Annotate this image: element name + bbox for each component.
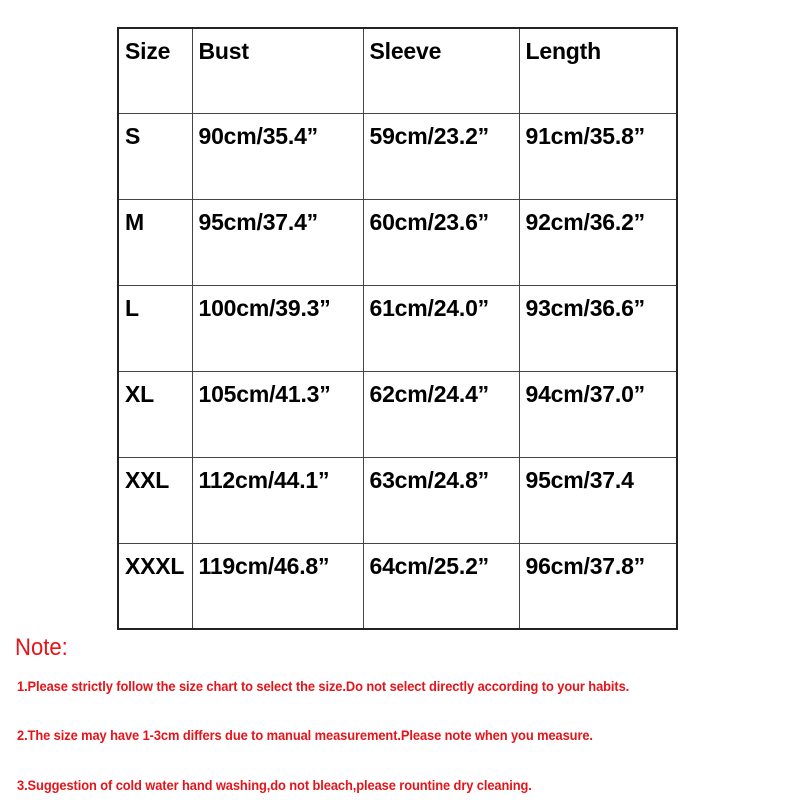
cell-size: M bbox=[118, 199, 192, 285]
cell-length: 92cm/36.2” bbox=[519, 199, 677, 285]
header-size: Size bbox=[118, 28, 192, 113]
cell-length: 93cm/36.6” bbox=[519, 285, 677, 371]
cell-sleeve: 60cm/23.6” bbox=[363, 199, 519, 285]
cell-length: 94cm/37.0” bbox=[519, 371, 677, 457]
cell-bust: 112cm/44.1” bbox=[192, 457, 363, 543]
note-item: 1.Please strictly follow the size chart to select the size.Do not select directly according to your habits. bbox=[17, 678, 630, 694]
table-row bbox=[118, 113, 677, 199]
cell-sleeve: 59cm/23.2” bbox=[363, 113, 519, 199]
notes-title: Note: bbox=[15, 634, 68, 661]
cell-length: 91cm/35.8” bbox=[519, 113, 677, 199]
table-header-row bbox=[118, 28, 677, 113]
cell-length: 96cm/37.8” bbox=[519, 543, 677, 629]
table-row bbox=[118, 285, 677, 371]
cell-bust: 100cm/39.3” bbox=[192, 285, 363, 371]
cell-size: XXXL bbox=[118, 543, 192, 629]
cell-sleeve: 62cm/24.4” bbox=[363, 371, 519, 457]
cell-sleeve: 63cm/24.8” bbox=[363, 457, 519, 543]
table-row bbox=[118, 371, 677, 457]
cell-length: 95cm/37.4 bbox=[519, 457, 677, 543]
cell-bust: 90cm/35.4” bbox=[192, 113, 363, 199]
cell-sleeve: 64cm/25.2” bbox=[363, 543, 519, 629]
table-row bbox=[118, 457, 677, 543]
cell-sleeve: 61cm/24.0” bbox=[363, 285, 519, 371]
header-bust: Bust bbox=[192, 28, 363, 113]
note-item: 2.The size may have 1-3cm differs due to manual measurement.Please note when you measure. bbox=[17, 727, 593, 743]
size-chart-table bbox=[117, 27, 678, 630]
cell-bust: 95cm/37.4” bbox=[192, 199, 363, 285]
table-row bbox=[118, 199, 677, 285]
cell-bust: 119cm/46.8” bbox=[192, 543, 363, 629]
cell-size: L bbox=[118, 285, 192, 371]
cell-size: XL bbox=[118, 371, 192, 457]
header-sleeve: Sleeve bbox=[363, 28, 519, 113]
cell-size: XXL bbox=[118, 457, 192, 543]
note-item: 3.Suggestion of cold water hand washing,do not bleach,please rountine dry cleaning. bbox=[17, 777, 532, 793]
cell-bust: 105cm/41.3” bbox=[192, 371, 363, 457]
table-row bbox=[118, 543, 677, 629]
header-length: Length bbox=[519, 28, 677, 113]
cell-size: S bbox=[118, 113, 192, 199]
